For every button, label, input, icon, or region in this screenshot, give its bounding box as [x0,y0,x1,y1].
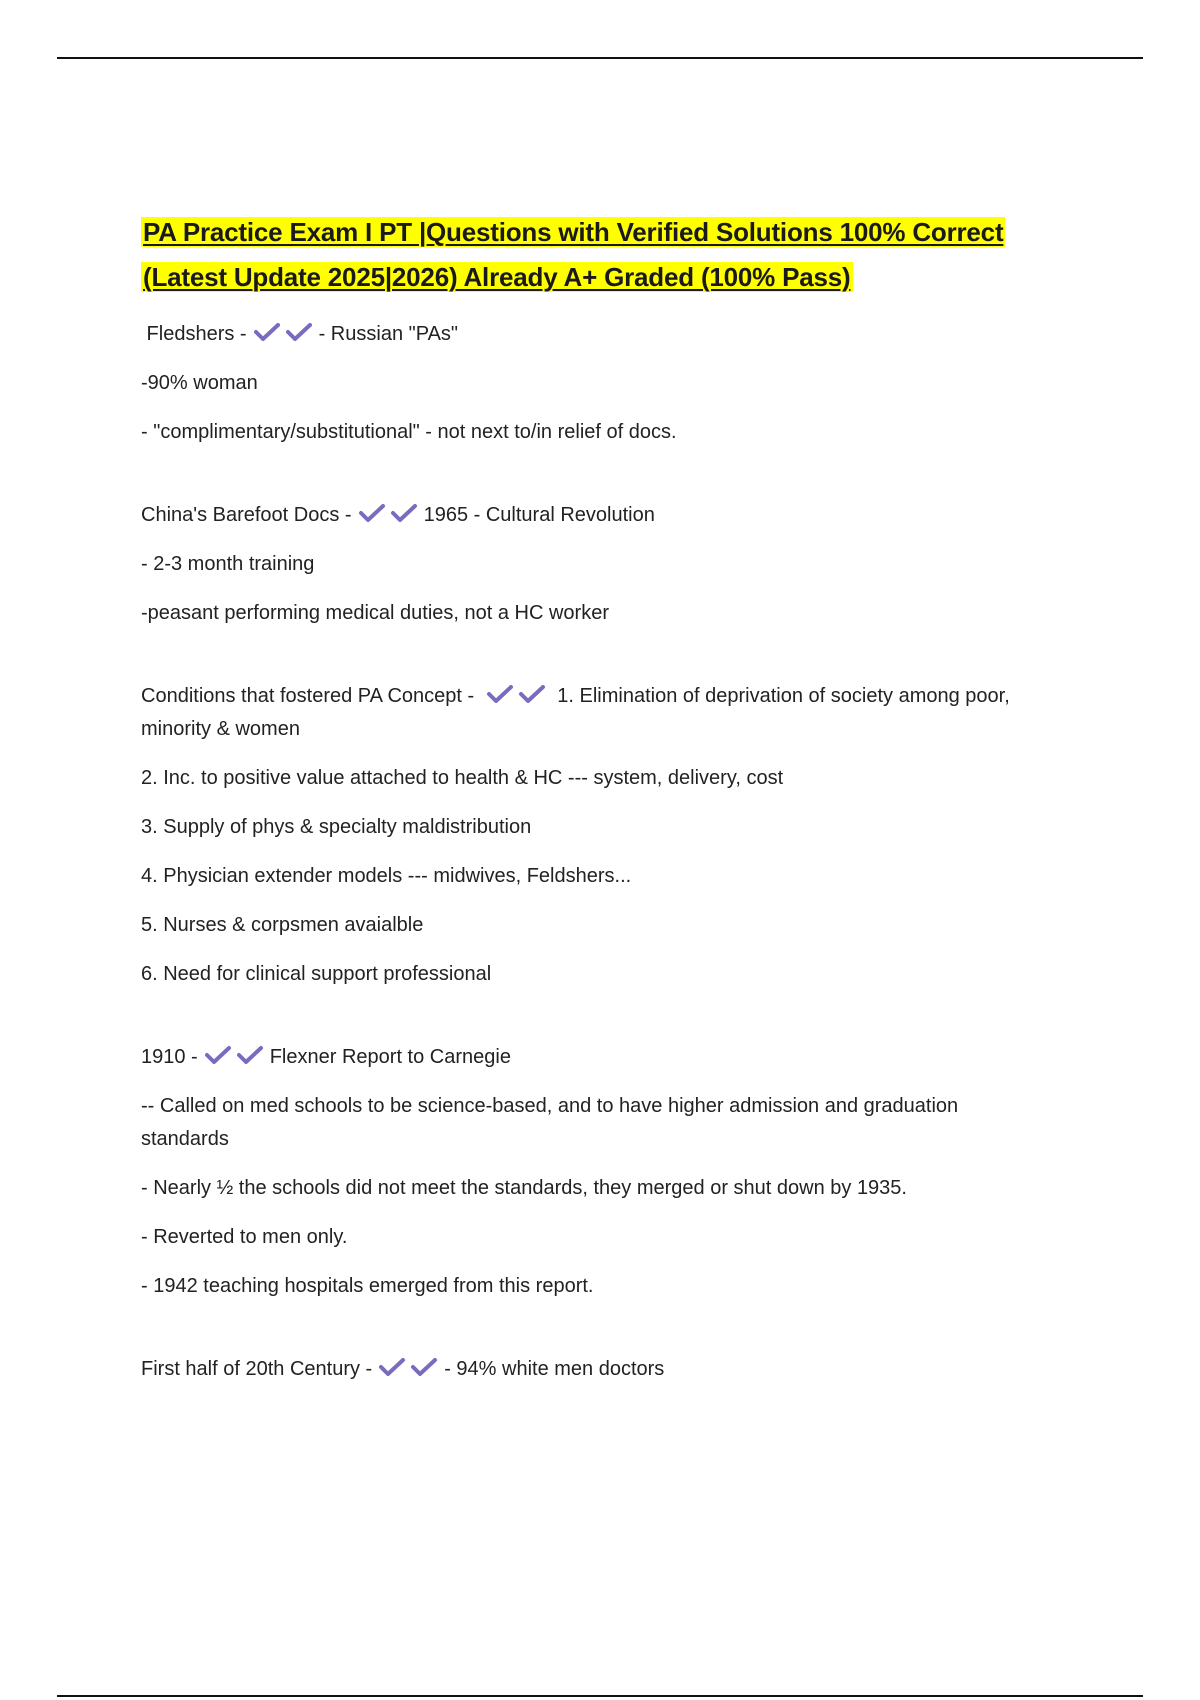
check-icon [236,1044,264,1066]
check-icon [285,321,313,343]
entry-term: China's Barefoot Docs - [141,504,352,526]
title-line-1: PA Practice Exam I PT |Questions with Verified Solutions 100% Correct [143,217,1004,247]
entry-detail-line: - "complimentary/substitutional" - not next to/in relief of docs. [141,421,677,443]
entry-question-line [141,1353,1041,1386]
entry-question-line [141,318,1041,351]
check-icon [253,321,281,343]
double-check-icons [378,1356,438,1378]
entry-term: Fledshers - [141,323,247,345]
title-line-2: (Latest Update 2025|2026) Already A+ Graded (100% Pass) [143,262,851,292]
qa-entry [141,1041,1041,1303]
entry-answer: - Russian "PAs" [318,323,459,345]
entry-detail-line: 6. Need for clinical support professional [141,963,492,985]
entry-answer: 1. Elimination of deprivation of society among poor, minority & women [141,685,1010,740]
top-rule [57,57,1143,59]
bottom-rule [57,1695,1143,1697]
check-icon [378,1356,406,1378]
check-icon [358,502,386,524]
double-check-icons [486,683,546,705]
entry-answer: - 94% white men doctors [444,1358,665,1380]
qa-entry [141,499,1041,630]
check-icon [390,502,418,524]
document-body [141,318,1041,1436]
entry-detail-line: 4. Physician extender models --- midwives, Feldshers... [141,865,632,887]
qa-entry [141,1353,1041,1386]
entry-detail-line: 3. Supply of phys & specialty maldistribution [141,816,532,838]
entry-question-line [141,499,1041,532]
entry-question-line [141,1041,1041,1074]
entry-detail-line: - 1942 teaching hospitals emerged from this report. [141,1275,594,1297]
check-icon [486,683,514,705]
document-title [141,210,1081,300]
qa-entry [141,318,1041,449]
entry-detail-line: - Nearly ½ the schools did not meet the standards, they merged or shut down by 1935. [141,1177,907,1199]
entry-detail-line: -90% woman [141,372,258,394]
entry-detail-line: 5. Nurses & corpsmen avaialble [141,914,424,936]
entry-question-line [141,680,1041,746]
entry-detail-line: 2. Inc. to positive value attached to health & HC --- system, delivery, cost [141,767,784,789]
double-check-icons [358,502,418,524]
entry-term: Conditions that fostered PA Concept - [141,685,475,707]
entry-detail-line: - Reverted to men only. [141,1226,348,1248]
entry-detail-line: -peasant performing medical duties, not a HC worker [141,602,609,624]
entry-term: First half of 20th Century - [141,1358,373,1380]
double-check-icons [204,1044,264,1066]
double-check-icons [253,321,313,343]
check-icon [204,1044,232,1066]
qa-entry [141,680,1041,991]
entry-detail-line: - 2-3 month training [141,553,315,575]
entry-term: 1910 - [141,1046,198,1068]
entry-answer: 1965 - Cultural Revolution [423,504,655,526]
entry-detail-line: -- Called on med schools to be science-based, and to have higher admission and graduation standards [141,1095,959,1150]
check-icon [410,1356,438,1378]
check-icon [518,683,546,705]
entry-answer: Flexner Report to Carnegie [269,1046,511,1068]
